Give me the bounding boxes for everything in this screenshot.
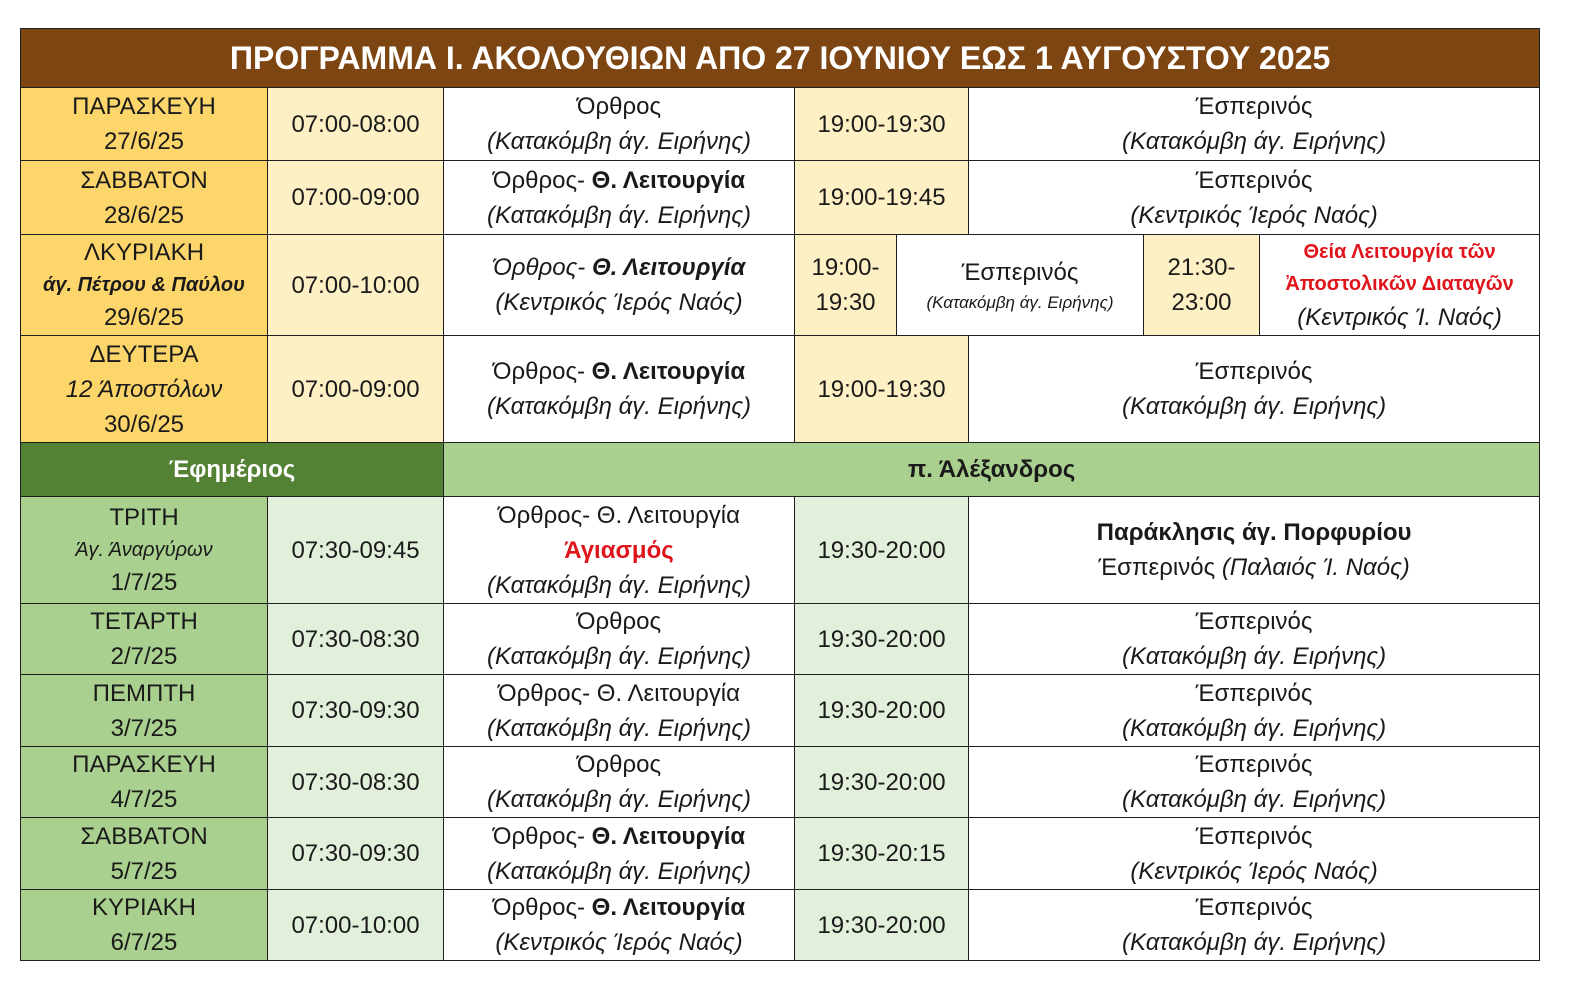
duty-label: Έφημέριος bbox=[21, 443, 444, 497]
morning-time: 07:00-10:00 bbox=[268, 235, 444, 336]
morning-place: (Κατακόμβη άγ. Ειρήνης) bbox=[486, 786, 752, 813]
morning-service: Όρθρος- bbox=[492, 822, 592, 850]
day-date: 5/7/25 bbox=[110, 857, 178, 885]
evening-time: 19:00-19:45 bbox=[795, 161, 969, 235]
evening-time-start: 19:00- bbox=[811, 254, 880, 281]
table-row bbox=[21, 747, 1540, 818]
morning-service-cell bbox=[444, 604, 795, 675]
day-cell bbox=[21, 675, 268, 747]
evening-time-end: 19:30 bbox=[815, 289, 876, 316]
morning-place: (Κατακόμβη άγ. Ειρήνης) bbox=[486, 201, 752, 229]
evening-place: (Κατακόμβη άγ. Ειρήνης) bbox=[1122, 393, 1387, 420]
morning-service-line bbox=[444, 819, 794, 854]
evening-time bbox=[795, 235, 897, 336]
morning-time: 07:30-09:30 bbox=[268, 818, 444, 890]
morning-service-line bbox=[444, 163, 794, 198]
morning-service: Όρθρος- bbox=[492, 166, 592, 194]
night-time-start: 21:30- bbox=[1167, 254, 1236, 281]
night-place: (Κεντρικός Ί. Ναός) bbox=[1297, 303, 1502, 331]
morning-place: (Κατακόμβη άγ. Ειρήνης) bbox=[486, 128, 752, 155]
evening-time: 19:00-19:30 bbox=[795, 88, 969, 161]
day-cell bbox=[21, 235, 268, 336]
day-date: 3/7/25 bbox=[110, 714, 178, 742]
day-cell bbox=[21, 88, 268, 161]
evening-service-cell bbox=[969, 890, 1540, 961]
evening-service: Έσπερινός bbox=[1195, 679, 1313, 707]
day-name: ΔΕΥΤΕΡΑ bbox=[89, 340, 199, 368]
night-service-line-2: Ἀποστολικῶν Διαταγῶν bbox=[1285, 272, 1514, 295]
evening-time: 19:30-20:00 bbox=[795, 890, 969, 961]
day-date: 28/6/25 bbox=[103, 201, 185, 229]
evening-time: 19:30-20:00 bbox=[795, 604, 969, 675]
night-service-line-1: Θεία Λειτουργία τῶν bbox=[1303, 240, 1496, 263]
morning-service-line bbox=[444, 354, 794, 389]
day-name: ΚΥΡΙΑΚΗ bbox=[91, 894, 197, 921]
table-row bbox=[21, 890, 1540, 961]
evening-place: (Κατακόμβη άγ. Ειρήνης) bbox=[1122, 929, 1387, 956]
evening-service-cell bbox=[897, 235, 1144, 336]
morning-service-cell bbox=[444, 336, 795, 443]
day-name: ΛΚΥΡΙΑΚΗ bbox=[83, 239, 205, 266]
morning-service: Όρθρος- Θ. Λειτουργία bbox=[497, 501, 741, 529]
morning-time: 07:30-09:30 bbox=[268, 675, 444, 747]
day-cell bbox=[21, 604, 268, 675]
morning-service: Όρθρος bbox=[576, 93, 662, 120]
day-date: 6/7/25 bbox=[110, 929, 178, 956]
morning-place: (Κεντρικός Ίερός Ναός) bbox=[495, 929, 743, 956]
table-row bbox=[21, 88, 1540, 161]
morning-place: (Κατακόμβη άγ. Ειρήνης) bbox=[486, 643, 752, 670]
table-row bbox=[21, 235, 1540, 336]
morning-service-cell bbox=[444, 747, 795, 818]
morning-time: 07:30-08:30 bbox=[268, 747, 444, 818]
morning-service-bold: Θ. Λειτουργία bbox=[591, 166, 746, 194]
evening-service-cell bbox=[969, 336, 1540, 443]
morning-service-cell bbox=[444, 88, 795, 161]
table-row bbox=[21, 604, 1540, 675]
table-row bbox=[21, 818, 1540, 890]
day-cell bbox=[21, 890, 268, 961]
evening-service-cell bbox=[969, 818, 1540, 890]
table-row bbox=[21, 336, 1540, 443]
evening-service-cell bbox=[969, 88, 1540, 161]
day-name: ΠΑΡΑΣΚΕΥΗ bbox=[72, 93, 216, 120]
day-cell bbox=[21, 747, 268, 818]
table-row bbox=[21, 497, 1540, 604]
day-date: 30/6/25 bbox=[103, 410, 185, 438]
day-date: 29/6/25 bbox=[103, 304, 185, 331]
duty-priest-name: π. Άλέξανδρος bbox=[444, 443, 1540, 497]
morning-service: Όρθρος bbox=[576, 751, 662, 778]
evening-service: Έσπερινός bbox=[1195, 608, 1313, 635]
day-date: 1/7/25 bbox=[110, 569, 178, 596]
evening-place: (Κατακόμβη άγ. Ειρήνης) bbox=[926, 292, 1114, 312]
morning-service-cell bbox=[444, 818, 795, 890]
day-date: 2/7/25 bbox=[110, 643, 178, 670]
evening-place: (Κατακόμβη άγ. Ειρήνης) bbox=[1122, 643, 1387, 670]
evening-service-bold: Παράκλησις άγ. Πορφυρίου bbox=[1096, 519, 1412, 546]
day-feast: 12 Άποστόλων bbox=[65, 375, 223, 403]
morning-service-cell bbox=[444, 675, 795, 747]
morning-service: Όρθρος- Θ. Λειτουργία bbox=[497, 679, 741, 707]
table-row bbox=[21, 161, 1540, 235]
day-cell bbox=[21, 497, 268, 604]
title-row bbox=[21, 29, 1540, 88]
night-time-end: 23:00 bbox=[1171, 289, 1232, 316]
morning-service-cell bbox=[444, 497, 795, 604]
day-cell bbox=[21, 336, 268, 443]
day-feast: Άγ. Άναργύρων bbox=[75, 539, 213, 561]
morning-service-cell bbox=[444, 235, 795, 336]
evening-service: Έσπερινός bbox=[961, 258, 1079, 286]
morning-service: Όρθρος- bbox=[492, 254, 592, 281]
morning-time: 07:00-10:00 bbox=[268, 890, 444, 961]
page-title: ΠΡΟΓΡΑΜΜΑ Ι. ΑΚΟΛΟΥΘΙΩΝ ΑΠΟ 27 ΙΟΥΝΙΟΥ ΕΩΣ 1 ΑΥΓΟΥΣΤΟΥ 2025 bbox=[21, 29, 1540, 88]
evening-time: 19:00-19:30 bbox=[795, 336, 969, 443]
morning-service-bold: Θ. Λειτουργία bbox=[591, 254, 746, 281]
morning-place: (Κατακόμβη άγ. Ειρήνης) bbox=[486, 857, 752, 885]
morning-service: Όρθρος- bbox=[492, 358, 592, 385]
morning-service: Όρθρος- bbox=[492, 894, 592, 921]
morning-time: 07:30-09:45 bbox=[268, 497, 444, 604]
duty-row bbox=[21, 443, 1540, 497]
evening-service-cell bbox=[969, 161, 1540, 235]
evening-service-cell bbox=[969, 497, 1540, 604]
morning-service: Όρθρος bbox=[576, 608, 662, 635]
morning-service-bold: Θ. Λειτουργία bbox=[591, 894, 746, 921]
day-name: ΤΕΤΑΡΤΗ bbox=[90, 608, 198, 635]
day-cell bbox=[21, 818, 268, 890]
evening-service-line bbox=[969, 550, 1539, 585]
morning-time: 07:00-08:00 bbox=[268, 88, 444, 161]
morning-place: (Κεντρικός Ίερός Ναός) bbox=[495, 289, 743, 316]
day-name: ΤΡΙΤΗ bbox=[109, 504, 179, 531]
evening-place: (Κατακόμβη άγ. Ειρήνης) bbox=[1122, 714, 1387, 742]
day-date: 27/6/25 bbox=[103, 128, 185, 155]
morning-service-line bbox=[444, 890, 794, 925]
evening-service-cell bbox=[969, 675, 1540, 747]
evening-service: Έσπερινός bbox=[1195, 822, 1313, 850]
evening-service: Έσπερινός bbox=[1098, 554, 1222, 581]
evening-service: Έσπερινός bbox=[1195, 358, 1313, 385]
evening-time: 19:30-20:00 bbox=[795, 747, 969, 818]
day-name: ΣΑΒΒΑΤΟΝ bbox=[80, 822, 208, 850]
day-name: ΠΕΜΠΤΗ bbox=[92, 679, 196, 707]
table-row bbox=[21, 675, 1540, 747]
morning-place: (Κατακόμβη άγ. Ειρήνης) bbox=[486, 714, 752, 742]
morning-service-bold: Θ. Λειτουργία bbox=[591, 358, 746, 385]
evening-place: (Παλαιός Ί. Ναός) bbox=[1221, 554, 1410, 581]
day-feast: άγ. Πέτρου & Παύλου bbox=[43, 274, 245, 296]
day-name: ΠΑΡΑΣΚΕΥΗ bbox=[72, 751, 216, 778]
morning-time: 07:30-08:30 bbox=[268, 604, 444, 675]
evening-time: 19:30-20:00 bbox=[795, 497, 969, 604]
evening-service: Έσπερινός bbox=[1195, 166, 1313, 194]
morning-place: (Κατακόμβη άγ. Ειρήνης) bbox=[486, 393, 752, 420]
evening-service-cell bbox=[969, 604, 1540, 675]
evening-service: Έσπερινός bbox=[1195, 751, 1313, 778]
day-date: 4/7/25 bbox=[110, 786, 178, 813]
day-name: ΣΑΒΒΑΤΟΝ bbox=[80, 166, 208, 194]
morning-service-cell bbox=[444, 890, 795, 961]
morning-extra: Άγιασμός bbox=[564, 536, 674, 564]
evening-service: Έσπερινός bbox=[1195, 93, 1313, 120]
morning-service-cell bbox=[444, 161, 795, 235]
evening-service-cell bbox=[969, 747, 1540, 818]
morning-time: 07:00-09:00 bbox=[268, 161, 444, 235]
evening-place: (Κεντρικός Ίερός Ναός) bbox=[1130, 857, 1378, 885]
night-time bbox=[1144, 235, 1260, 336]
evening-place: (Κατακόμβη άγ. Ειρήνης) bbox=[1122, 128, 1387, 155]
evening-time: 19:30-20:15 bbox=[795, 818, 969, 890]
evening-place: (Κεντρικός Ίερός Ναός) bbox=[1130, 201, 1378, 229]
day-cell bbox=[21, 161, 268, 235]
night-service-cell bbox=[1260, 235, 1540, 336]
morning-time: 07:00-09:00 bbox=[268, 336, 444, 443]
evening-service: Έσπερινός bbox=[1195, 894, 1313, 921]
morning-service-line bbox=[444, 250, 794, 285]
morning-service-bold: Θ. Λειτουργία bbox=[591, 822, 746, 850]
morning-place: (Κατακόμβη άγ. Ειρήνης) bbox=[486, 571, 752, 599]
evening-place: (Κατακόμβη άγ. Ειρήνης) bbox=[1122, 786, 1387, 813]
schedule-table bbox=[20, 28, 1540, 961]
evening-time: 19:30-20:00 bbox=[795, 675, 969, 747]
